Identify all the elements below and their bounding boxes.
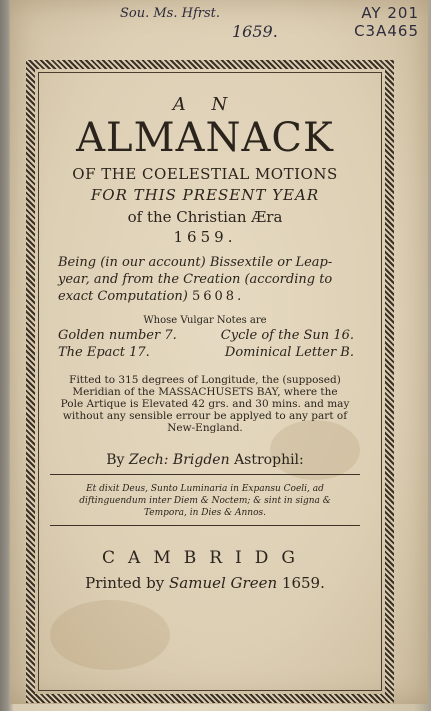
notes-row-2 [58, 345, 354, 360]
handwritten-year: 1659. [232, 22, 278, 41]
epact: The Epact 17. [58, 345, 150, 360]
leap-line-c [58, 288, 356, 305]
shelf-mark-line2: C3A465 [354, 22, 419, 40]
creation-year: 5608. [191, 289, 245, 304]
leap-year-paragraph [58, 254, 356, 305]
title-year: 1659. [173, 228, 237, 246]
author-title: Astrophil: [234, 452, 304, 468]
printer-name: Samuel Green [169, 574, 278, 592]
subtitle-line3: of the Christian Æra [127, 208, 283, 226]
handwritten-signature: Sou. Ms. Hfrst. [120, 6, 221, 21]
imprint-place: CAMBRIDG [102, 548, 308, 568]
golden-number: Golden number 7. [58, 328, 177, 343]
author-line [40, 452, 370, 468]
divider-rule [50, 474, 360, 475]
subtitle-line2: FOR THIS PRESENT YEAR [90, 186, 320, 204]
leap-line-b: year, and from the Creation (according to [58, 272, 333, 287]
author-name: Zech: Brigden [128, 452, 230, 468]
shelf-mark-line1: AY 201 [361, 4, 419, 22]
subtitle-line1: OF THE COELESTIAL MOTIONS [72, 165, 338, 183]
printed-by: Printed by [85, 574, 165, 592]
imprint-line [40, 574, 370, 592]
dominical-letter: Dominical Letter B. [224, 345, 354, 360]
latin-quotation: Et dixit Deus, Sunto Luminaria in Expansu Coeli, ad diftinguendum inter Diem & Noctem; & sint in signa & Tempora, in Dies & Annos. [79, 484, 331, 518]
leap-line-a: Being (in our account) Bissextile or Leap- [58, 255, 333, 270]
main-title: ALMANACK [76, 115, 334, 161]
imprint-year: 1659. [281, 574, 325, 592]
notes-row-1 [58, 328, 354, 343]
title-article: A N [172, 94, 238, 115]
vulgar-notes: Whose Vulgar Notes are [143, 315, 267, 326]
shelf-mark [354, 4, 419, 40]
title-content [40, 76, 370, 592]
leap-line-c-text: exact Computation) [58, 289, 188, 304]
cycle-of-sun: Cycle of the Sun 16. [220, 328, 354, 343]
divider-rule [50, 525, 360, 526]
longitude-paragraph: Fitted to 315 degrees of Longitude, the (supposed) Meridian of the MASSACHUSETS BAY, where the Pole Artique is Elevated 42 grs. and 30 mins. and may without any sensible errour be applyed to any part of New-England. [60, 374, 350, 434]
by-prefix: By [106, 452, 125, 468]
